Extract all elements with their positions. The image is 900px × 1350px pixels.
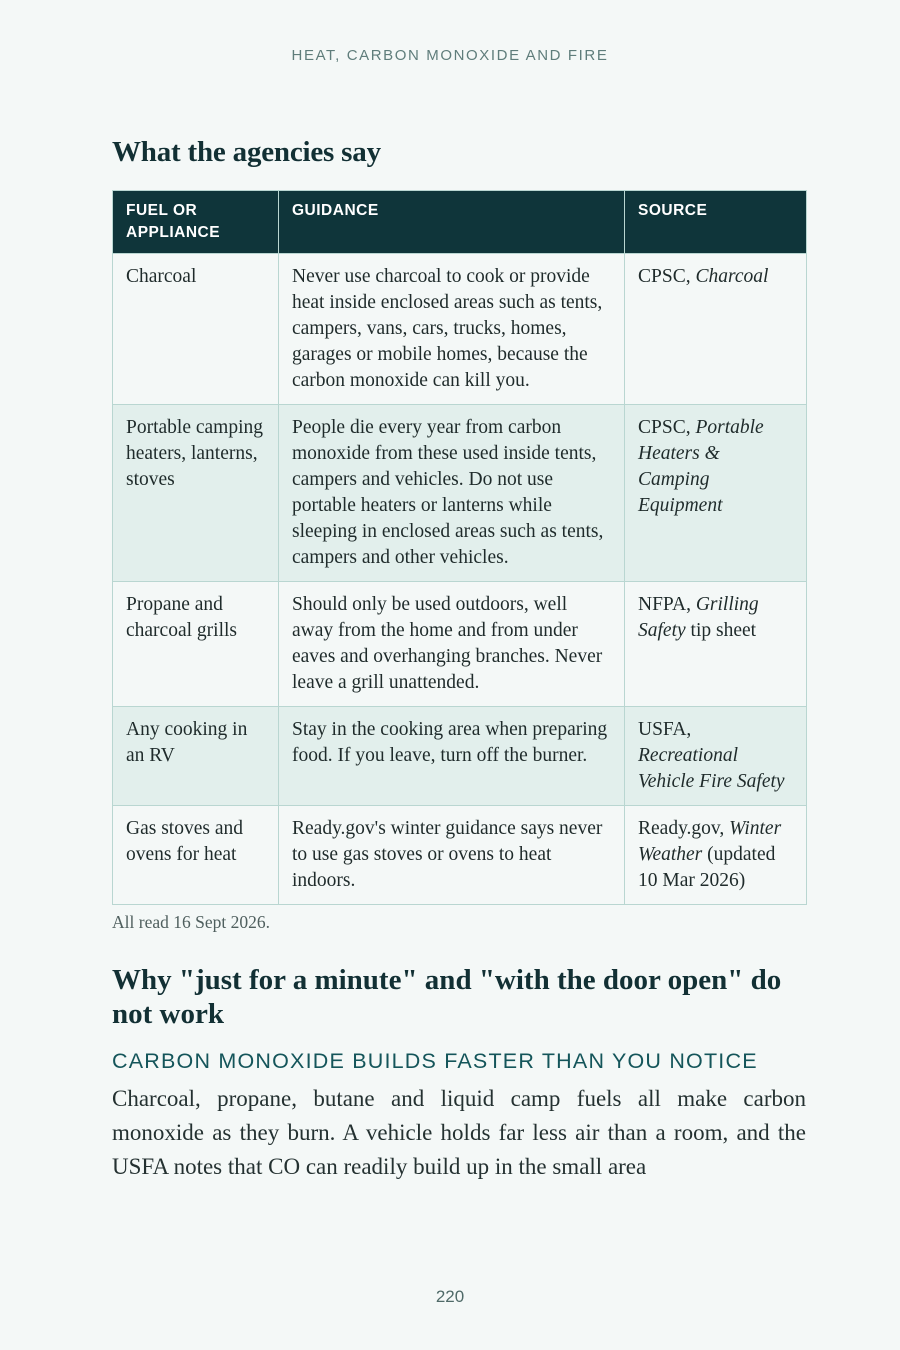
source-title: Portable Heaters & Camping Equipment (638, 417, 764, 516)
guidance-cell: Never use charcoal to cook or provide heat inside enclosed areas such as tents, campers, vans, cars, trucks, homes, garages or mobile homes, because the carbon monoxide can kill you. (279, 254, 625, 405)
table-row (113, 806, 807, 905)
agency-guidance-table (112, 190, 807, 905)
source-cell (625, 405, 807, 582)
source-cell (625, 582, 807, 707)
table-row (113, 254, 807, 405)
source-org: CPSC, (638, 266, 691, 287)
table-row (113, 405, 807, 582)
header-guidance: GUIDANCE (279, 191, 625, 254)
source-suffix: (updated 10 Mar 2026) (638, 844, 776, 891)
section-title: What the agencies say (112, 136, 381, 168)
source-suffix: tip sheet (690, 620, 757, 641)
source-title: Winter Weather (638, 818, 782, 865)
page-content (112, 132, 806, 1184)
source-title: Grilling Safety (638, 594, 759, 641)
source-cell (625, 707, 807, 806)
fuel-cell: Portable camping heaters, lanterns, stoves (113, 405, 279, 582)
guidance-cell: Ready.gov's winter guidance says never to use gas stoves or ovens to heat indoors. (279, 806, 625, 905)
header-fuel: FUEL OR APPLIANCE (113, 191, 279, 254)
table-note: All read 16 Sept 2026. (112, 912, 270, 932)
source-title: Recreational Vehicle Fire Safety (638, 745, 785, 792)
subsection-title: Why "just for a minute" and "with the door open" do not work (112, 964, 782, 1030)
guidance-cell: Stay in the cooking area when preparing food. If you leave, turn off the burner. (279, 707, 625, 806)
table-row (113, 582, 807, 707)
fuel-cell: Propane and charcoal grills (113, 582, 279, 707)
source-org: USFA, (638, 719, 692, 740)
source-cell (625, 254, 807, 405)
running-head: HEAT, CARBON MONOXIDE AND FIRE (291, 47, 609, 64)
table-header-row (113, 191, 807, 254)
table-row (113, 707, 807, 806)
body-paragraph: Charcoal, propane, butane and liquid camp fuels all make carbon monoxide as they burn. A vehicle holds far less air than a room, and the USFA notes that CO can readily build up in the small area (112, 1086, 806, 1179)
fuel-cell: Charcoal (113, 254, 279, 405)
fuel-cell: Gas stoves and ovens for heat (113, 806, 279, 905)
guidance-cell: People die every year from carbon monoxide from these used inside tents, campers and vehicles. Do not use portable heaters or lanterns while sleeping in enclosed areas such as tents, campers and other vehicles. (279, 405, 625, 582)
source-org: NFPA, (638, 594, 691, 615)
page-number: 220 (435, 1287, 465, 1306)
eyebrow-heading: CARBON MONOXIDE BUILDS FASTER THAN YOU NOTICE (112, 1049, 758, 1073)
source-org: Ready.gov, (638, 818, 725, 839)
guidance-cell: Should only be used outdoors, well away from the home and from under eaves and overhanging branches. Never leave a grill unattended. (279, 582, 625, 707)
source-cell (625, 806, 807, 905)
source-title: Charcoal (695, 266, 769, 287)
header-source: SOURCE (625, 191, 807, 254)
fuel-cell: Any cooking in an RV (113, 707, 279, 806)
source-org: CPSC, (638, 417, 691, 438)
